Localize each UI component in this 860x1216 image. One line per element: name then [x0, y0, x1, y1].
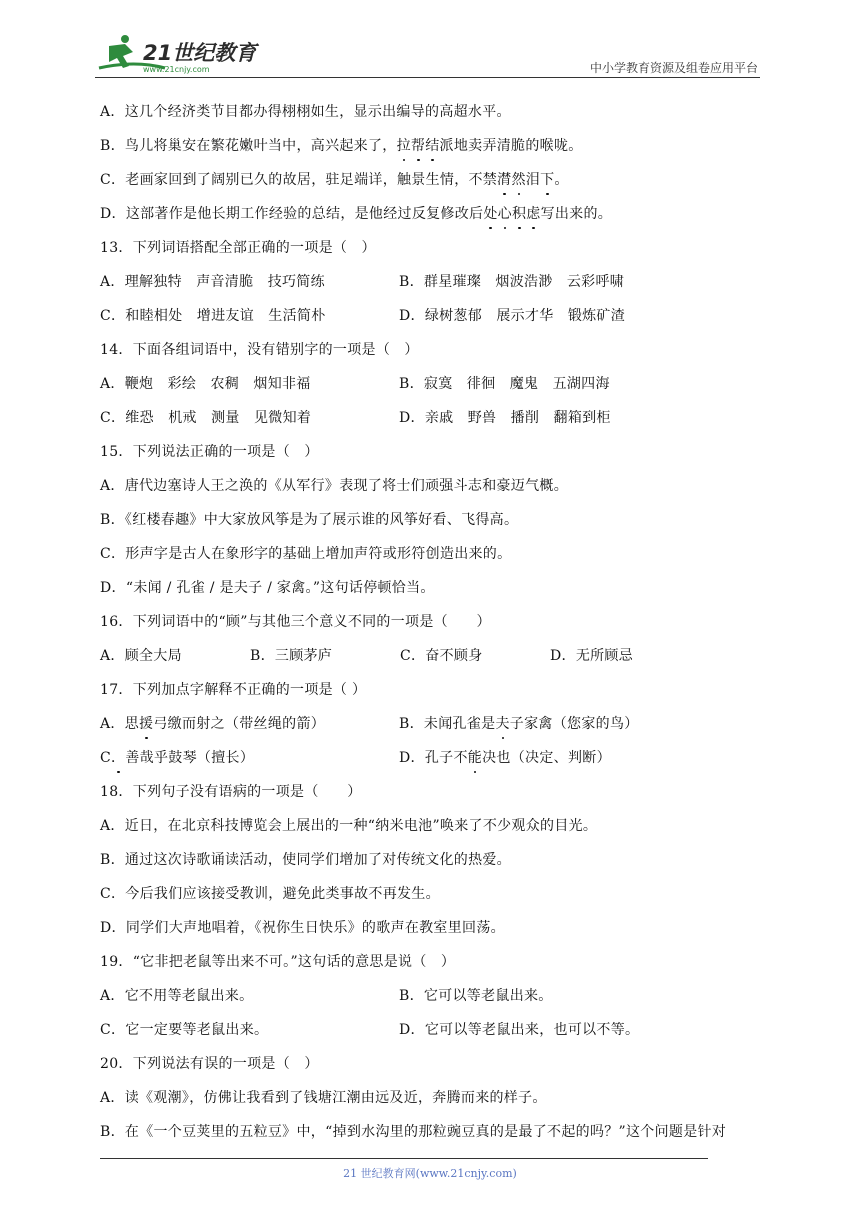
option-text: B．三顾茅庐: [250, 648, 333, 664]
option-row: [100, 265, 768, 299]
option-text: 如生，显示出编导的高超水平。: [310, 104, 511, 120]
footer-divider: [100, 1158, 708, 1159]
question-stem: 20．下列说法有误的一项是（ ）: [100, 1056, 319, 1072]
option-row: [100, 707, 768, 741]
option-line: [100, 163, 768, 197]
option-text: C．奋不顾身: [400, 648, 483, 664]
dotted-char: 然: [511, 172, 526, 188]
option-text: 泪: [525, 172, 541, 188]
option-row: [100, 1013, 768, 1047]
option-text: A．它不用等老鼠出来。: [100, 988, 254, 1004]
option-text: 栩栩: [282, 104, 311, 120]
option-line: D．“未闻 / 孔雀 / 是夫子 / 家禽。”这句话停顿恰当。: [100, 580, 435, 596]
option-line: C．形声字是古人在象形字的基础上增加声符或形符创造出来的。: [100, 546, 512, 562]
option-line: D．同学们大声地唱着，《祝你生日快乐》的歌声在教室里回荡。: [100, 920, 505, 936]
dotted-char: ．: [111, 750, 126, 766]
footer-source: 21 世纪教育网(www.21cnjy.com): [343, 1167, 517, 1180]
option-row: [100, 741, 768, 775]
option-line: B．在《一个豆荚里的五粒豆》中，“掉到水沟里的那粒豌豆真的是最了不起的吗？”这个问题是针对: [100, 1124, 727, 1140]
option-text: C．维恐 机戒 测量 见微知着: [100, 410, 312, 426]
option-line: B．通过这次诗歌诵读活动，使同学们增加了对传统文化的热爱。: [100, 852, 511, 868]
option-text: 。: [554, 172, 569, 188]
option-text: B．寂寞 徘徊 魔鬼 五湖四海: [399, 376, 610, 392]
dotted-char: 心: [497, 206, 512, 222]
question-stem: 19．“它非把老鼠等出来不可。”这句话的意思是说（ ）: [100, 954, 456, 970]
option-text: B．鸟儿将巢安在繁花嫩叶当中，高兴起来了，: [100, 138, 397, 154]
option-text: B．它可以等老鼠出来。: [399, 988, 553, 1004]
option-line: A．读《观潮》，仿佛让我看到了钱塘江潮由远及近，奔腾而来的样子。: [100, 1090, 547, 1106]
question-stem: 13．下列词语搭配全部正确的一项是（ ）: [100, 240, 376, 256]
option-row: [100, 979, 768, 1013]
option-text: A．思援弓缴而射之（带丝绳的箭）: [100, 716, 326, 732]
question-list: [100, 95, 768, 1149]
question-stem: 16．下列词语中的“顾”与其他三个意义不同的一项是（ ）: [100, 614, 491, 630]
option-line: A．近日，在北京科技博览会上展出的一种“纳米电池”唤来了不少观众的目光。: [100, 818, 598, 834]
logo-21cnjy: [95, 32, 265, 76]
option-text: A．这几个经济类节目都办得: [100, 104, 283, 120]
option-text: B．未闻孔雀是夫子家禽（您家的鸟）: [399, 716, 639, 732]
question-stem: 15．下列说法正确的一项是（ ）: [100, 444, 319, 460]
dotted-char: 援: [139, 716, 154, 732]
option-line: [100, 197, 768, 231]
dotted-char: 能: [467, 750, 483, 766]
question-stem: 18．下列句子没有语病的一项是（ ）: [100, 784, 362, 800]
option-text: D．孔子不能决也（决定、判断）: [399, 750, 611, 766]
dotted-char: 帮: [410, 138, 426, 154]
option-text: A．顾全大局: [100, 648, 182, 664]
page-header: [95, 32, 760, 78]
dotted-char: 积: [511, 206, 527, 222]
option-row: [100, 401, 768, 435]
option-line: C．今后我们应该接受教训，避免此类事故不再发生。: [100, 886, 440, 902]
logo-text: 21世纪教育: [143, 41, 257, 65]
dotted-char: 结: [425, 138, 440, 154]
dotted-char: 下: [540, 172, 555, 188]
option-text: 写出来的。: [540, 206, 613, 222]
option-text: C．和睦相处 增进友谊 生活简朴: [100, 308, 326, 324]
option-text: 地卖弄清脆的喉咙。: [453, 138, 583, 154]
option-text: C．善哉乎鼓琴（擅长）: [100, 750, 255, 766]
option-text: C．它一定要等老鼠出来。: [100, 1022, 269, 1038]
option-line: A．唐代边塞诗人王之涣的《从军行》表现了将士们顽强斗志和豪迈气概。: [100, 478, 569, 494]
platform-name: 中小学教育资源及组卷应用平台: [589, 61, 758, 75]
option-row: [100, 639, 768, 673]
option-text: B．群星璀璨 烟波浩渺 云彩呼啸: [399, 274, 625, 290]
header-divider: [95, 77, 760, 78]
option-text: A．鞭炮 彩绘 农稠 烟知非福: [100, 376, 311, 392]
logo-url: www.21cnjy.com: [143, 65, 210, 74]
dotted-char: 夫: [495, 716, 510, 732]
question-stem: 17．下列加点字解释不正确的一项是（ ）: [100, 682, 367, 698]
option-line: B．《红楼春趣》中大家放风筝是为了展示谁的风筝好看、飞得高。: [100, 512, 519, 528]
option-text: D．这部著作是他长期工作经验的总结，是他经过反复修改后: [100, 206, 484, 222]
option-text: D．它可以等老鼠出来，也可以不等。: [399, 1022, 640, 1038]
option-text: D．绿树葱郁 展示才华 锻炼矿渣: [399, 308, 626, 324]
question-stem: 14．下面各组词语中，没有错别字的一项是（ ）: [100, 342, 419, 358]
option-text: A．理解独特 声音清脆 技巧简练: [100, 274, 325, 290]
option-text: D．无所顾忌: [550, 648, 634, 664]
option-line: [100, 95, 768, 129]
dotted-char: 虑: [526, 206, 541, 222]
dotted-char: 潸: [497, 172, 512, 188]
dotted-char: 拉: [396, 138, 411, 154]
dotted-char: 处: [483, 206, 498, 222]
option-row: [100, 299, 768, 333]
option-text: C．老画家回到了阔别已久的故居，驻足端详，触景生情，不禁: [100, 172, 498, 188]
option-text: 派: [439, 138, 454, 154]
option-line: [100, 129, 768, 163]
option-text: D．亲戚 野兽 播削 翻箱到柜: [399, 410, 611, 426]
option-row: [100, 367, 768, 401]
